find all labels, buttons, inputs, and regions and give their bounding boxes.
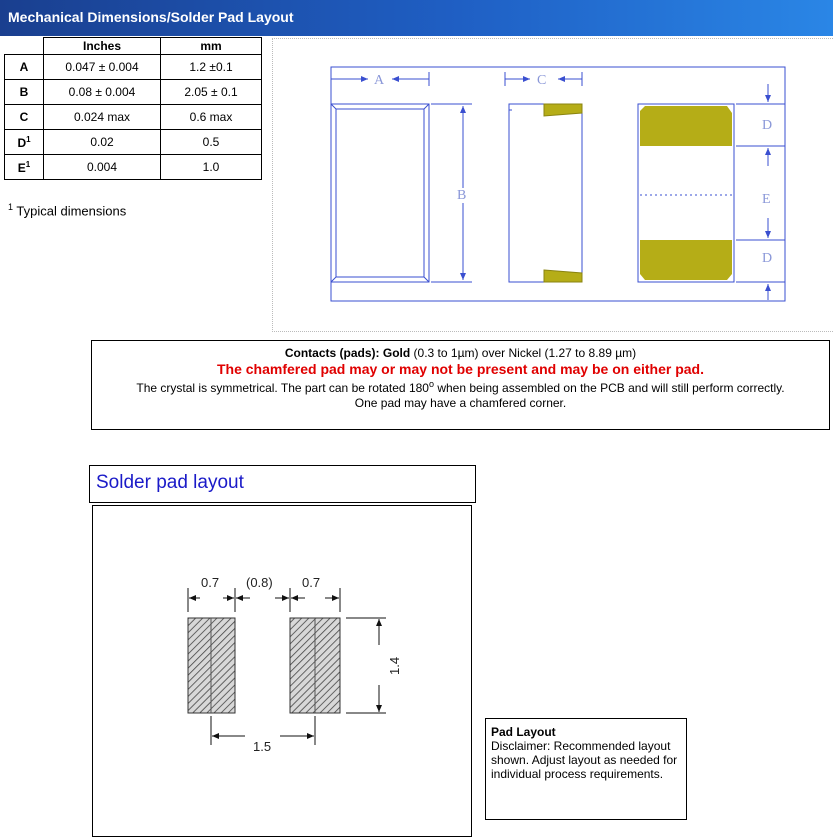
section-title: Mechanical Dimensions/Solder Pad Layout [8,9,294,25]
row-label: A [5,55,44,80]
cell-mm: 0.5 [161,130,262,155]
cell-mm: 2.05 ± 0.1 [161,80,262,105]
column-header-mm: mm [161,38,262,55]
cell-mm: 0.6 max [161,105,262,130]
contacts-line-3: The crystal is symmetrical. The part can be rotated 180$^o$ when being assembled on the PCB and will still perform correctly. [136,379,785,395]
dim-pad-height: 1.4 [387,656,402,675]
cell-mm: 1.2 ±0.1 [161,55,262,80]
dim-label-b: B [457,188,467,203]
contacts-line-1: Contacts (pads): Gold (0.3 to 1µm) over Nickel (1.27 to 8.89 µm) [284,346,637,360]
cell-mm: 1.0 [161,155,262,180]
cell-inches: 0.004 [44,155,161,180]
solder-pad-title: Solder pad layout [96,472,244,493]
dim-pad-gap: (0.8) [246,575,273,590]
dim-pad-width-right: 0.7 [302,575,321,590]
dim-label-e: E [762,192,771,207]
cell-inches: 0.02 [44,130,161,155]
cell-inches: 0.024 max [44,105,161,130]
dim-label-d-top: D [762,118,773,133]
footnote: $^1$ Typical dimensions [8,202,127,219]
disclaimer-text: Disclaimer: Recommended layout shown. Adjust layout as needed for individual process requirements. [491,739,678,781]
row-label: $D^1$ [5,130,44,155]
dim-label-d-bottom: D [762,251,773,266]
cell-inches: 0.047 ± 0.004 [44,55,161,80]
row-label: $E^1$ [5,155,44,180]
cell-inches: 0.08 ± 0.004 [44,80,161,105]
column-header-inches: Inches [44,38,161,55]
pad-layout-disclaimer [485,718,687,820]
disclaimer-title: Pad Layout [491,725,556,739]
dim-label-c: C [537,73,547,88]
dim-label-a: A [374,73,385,88]
dim-pad-width-left: 0.7 [201,575,220,590]
dim-pad-pitch: 1.5 [253,739,272,754]
chamfer-warning: The chamfered pad may or may not be present and may be on either pad. [216,361,704,377]
row-label: B [5,80,44,105]
contacts-line-4: One pad may have a chamfered corner. [354,396,567,410]
row-label: C [5,105,44,130]
